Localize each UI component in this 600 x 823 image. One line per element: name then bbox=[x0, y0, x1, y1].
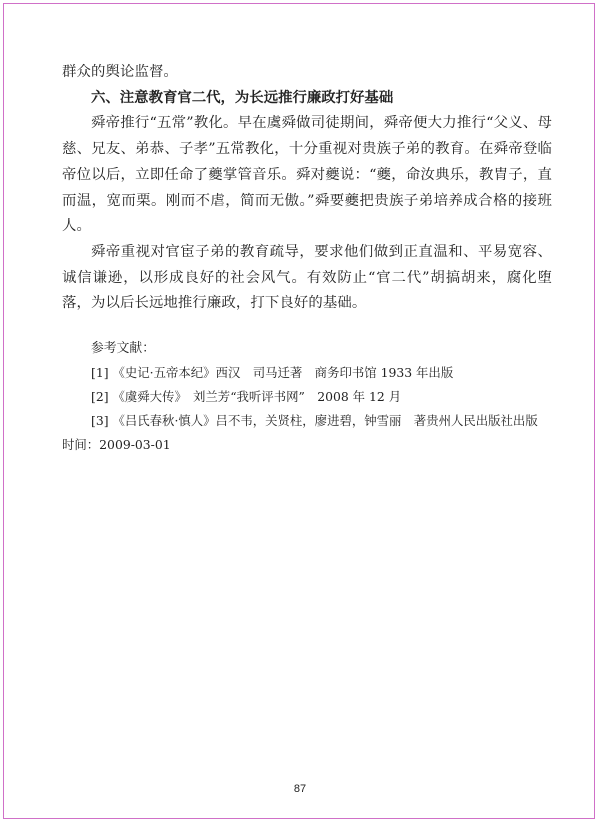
reference-item: [3] 《吕氏春秋·慎人》吕不韦，关贤柱，廖进碧，钟雪丽 著贵州人民出版社出版 bbox=[91, 413, 538, 428]
section-heading: 六、注意教育官二代，为长远推行廉政打好基础 bbox=[91, 89, 394, 106]
references-section bbox=[62, 337, 552, 457]
reference-item-continuation: 时间：2009-03-01 bbox=[62, 437, 171, 452]
page-number: 87 bbox=[293, 783, 307, 795]
main-text bbox=[62, 60, 552, 317]
paragraph-2: 舜帝重视对官宦子弟的教育疏导，要求他们做到正直温和、平易宽容、诚信谦逊，以形成良好的社会风气。有效防止“官二代”胡搞胡来，腐化堕落，为以后长远地推行廉政，打下良好的基础。 bbox=[62, 243, 552, 312]
continuation-line: 群众的舆论监督。 bbox=[62, 64, 178, 80]
reference-item: [2] 《虞舜大传》 刘兰芳“我听评书网” 2008 年 12 月 bbox=[91, 389, 402, 404]
paragraph-1: 舜帝推行“五常”教化。早在虞舜做司徒期间，舜帝便大力推行“父义、母慈、兄友、弟恭、子孝”五常教化，十分重视对贵族子弟的教育。在舜帝登临帝位以后，立即任命了夔掌管音乐。舜对夔说：“夔，命汝典乐，教胄子，直而温，宽而栗。刚而不虐，简而无傲。”舜要夔把贵族子弟培养成合格的接班人。 bbox=[62, 115, 552, 235]
reference-item: [1] 《史记·五帝本纪》西汉 司马迁著 商务印书馆 1933 年出版 bbox=[91, 365, 454, 380]
references-title: 参考文献： bbox=[91, 341, 155, 356]
